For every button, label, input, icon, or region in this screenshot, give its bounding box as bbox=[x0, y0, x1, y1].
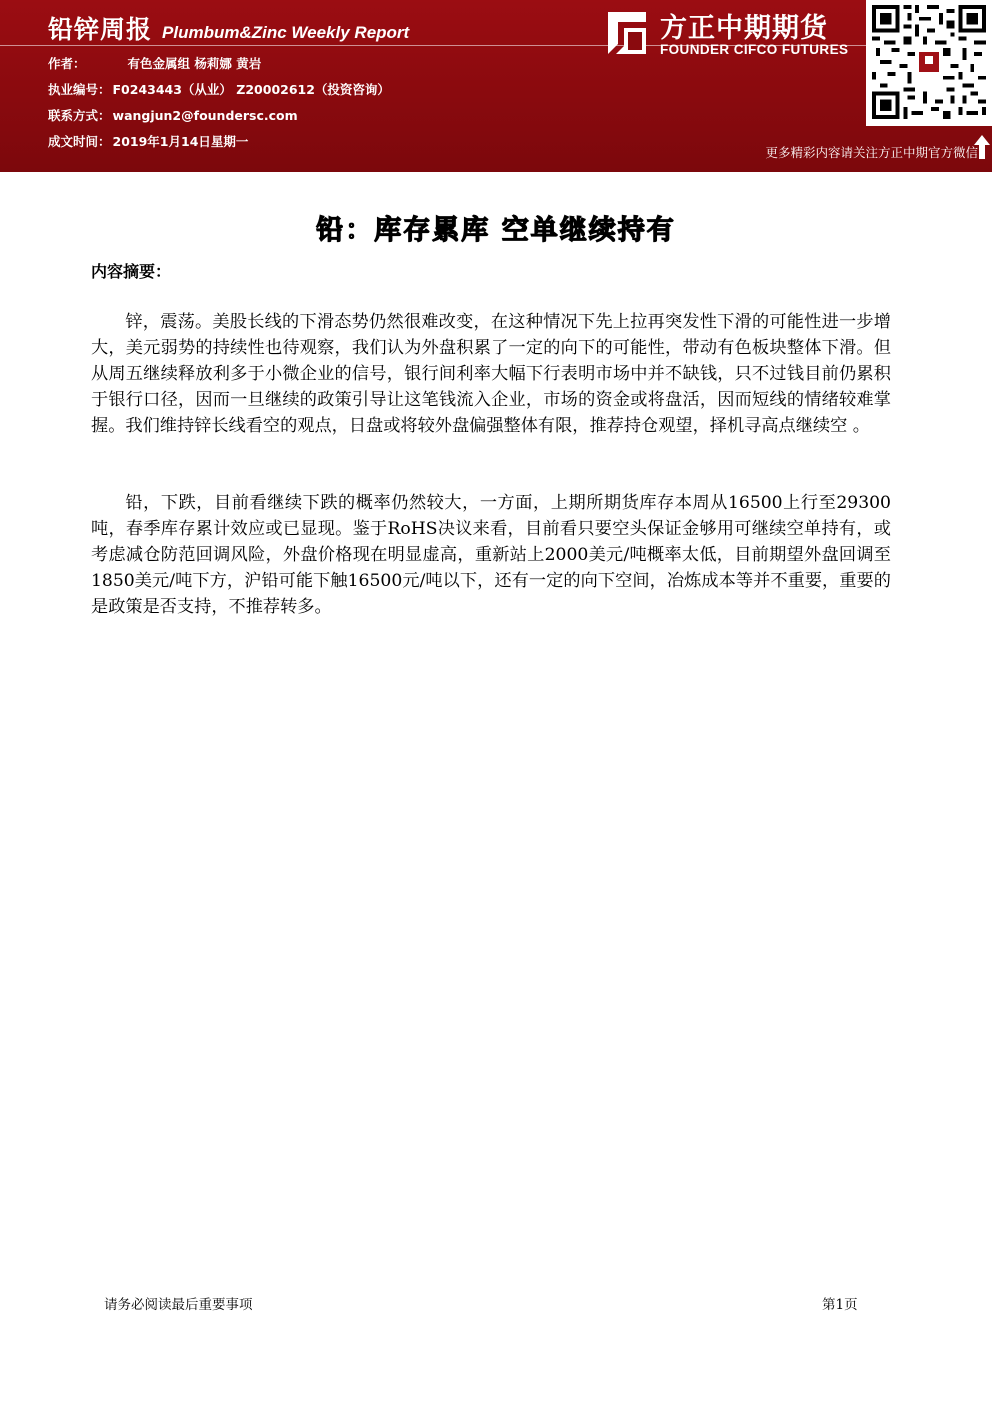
wechat-qr[interactable] bbox=[866, 0, 992, 126]
date-value: 2019年1月14日星期一 bbox=[112, 134, 249, 149]
license-value: F0243443（从业） Z20002612（投资咨询） bbox=[112, 82, 390, 97]
arrow-up-icon bbox=[973, 134, 991, 160]
document-title: 铅：库存累库 空单继续持有 bbox=[316, 215, 676, 246]
report-title-row bbox=[48, 10, 409, 44]
author-value: 有色金属组 杨莉娜 黄岩 bbox=[127, 56, 262, 71]
lead-paragraph: 铅，下跌，目前看继续下跌的概率仍然较大，一方面，上期所期货库存本周从16500上行至29300吨，春季库存累计效应或已显现。鉴于RoHS决议来看，目前看只要空头保证金够用可继续空单持有，或考虑减仓防范回调风险，外盘价格现在明显虚高，重新站上2000美元/吨概率太低，目前期望外盘回调至1850美元/吨下方，沪铅可能下触16500元/吨以下，还有一定的向下空间，冶炼成本等并不重要，重要的是政策是否支持，不推荐转多。 bbox=[91, 493, 891, 617]
contact-email-link[interactable]: wangjun2@foundersc.com bbox=[112, 108, 298, 123]
license-line bbox=[48, 80, 390, 98]
zinc-paragraph: 锌，震荡。美股长线的下滑态势仍然很难改变，在这种情况下先上拉再突发性下滑的可能性进一步增大，美元弱势的持续性也待观察，我们认为外盘积累了一定的向下的可能性，带动有色板块整体下滑。但从周五继续释放利多于小微企业的信号，银行间利率大幅下行表明市场中并不缺钱，只不过钱目前仍累积于银行口径，因而一旦继续的政策引导让这笔钱流入企业，市场的资金或将盘活，因而短线的情绪较难掌握。我们维持锌长线看空的观点，日盘或将较外盘偏强整体有限，推荐持仓观望，择机寻高点继续空 。 bbox=[91, 312, 891, 436]
follow-wechat-text: 更多精彩内容请关注方正中期官方微信 bbox=[765, 145, 978, 160]
report-title-cn: 铅锌周报 bbox=[48, 15, 153, 44]
qr-code-icon bbox=[872, 4, 986, 120]
contact-label: 联系方式： bbox=[48, 108, 111, 123]
contact-line bbox=[48, 106, 298, 124]
founder-logo-icon bbox=[602, 8, 652, 58]
summary-label: 内容摘要： bbox=[91, 262, 172, 281]
report-header bbox=[0, 0, 992, 172]
author-line bbox=[48, 54, 261, 72]
page-number: 第1页 bbox=[822, 1297, 858, 1313]
brand-name-en: FOUNDER CIFCO FUTURES bbox=[660, 42, 849, 57]
date-line bbox=[48, 132, 248, 150]
footer-notice: 请务必阅读最后重要事项 bbox=[104, 1297, 253, 1313]
author-label: 作者： bbox=[48, 56, 86, 71]
license-label: 执业编号： bbox=[48, 82, 111, 97]
date-label: 成文时间： bbox=[48, 134, 111, 149]
founder-logo bbox=[602, 6, 862, 62]
report-title-en: Plumbum&Zinc Weekly Report bbox=[162, 23, 410, 42]
brand-name-cn: 方正中期期货 bbox=[660, 13, 828, 44]
